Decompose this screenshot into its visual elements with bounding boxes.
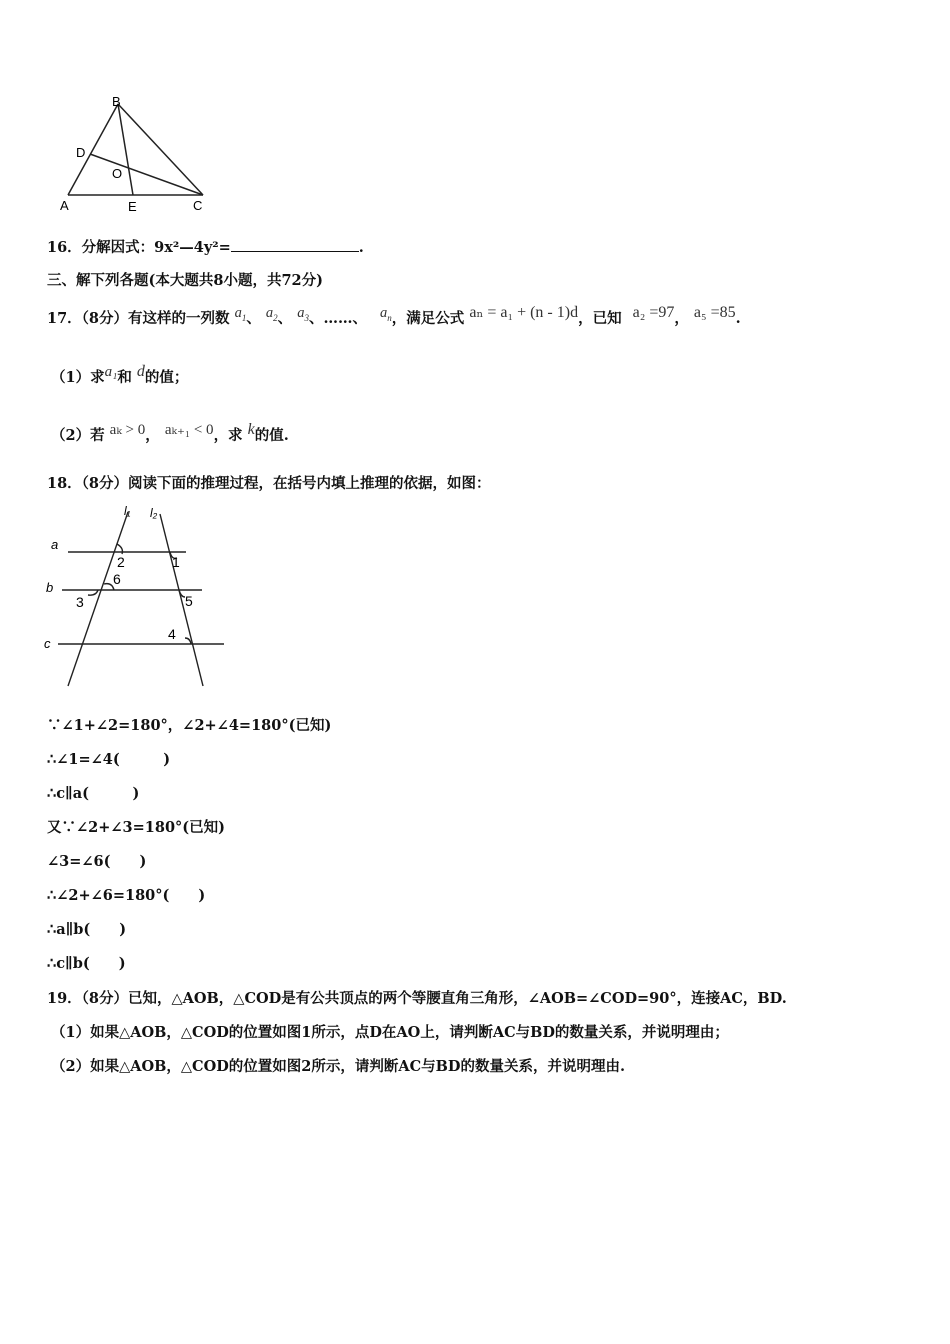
segment-DC [90,154,203,195]
triangle-figure [55,92,215,217]
q17-part1-suffix: 的值； [144,369,189,386]
q17-sep2: 、 [277,310,293,327]
label-O: O [112,166,123,181]
section-3-title: 三、解下列各题(本大题共8小题，共72分) [47,272,323,289]
q16-text: 16．分解因式：9x²—4y²= [47,239,231,256]
q17-mid: ，满足公式 [391,310,465,327]
q18-step-5: ∠3=∠6( ) [47,853,147,870]
q19-part1: （1）如果△AOB，△COD的位置如图1所示，点D在AO上，请判断AC与BD的数量关系，并说明理由； [51,1024,729,1041]
q17-a2: a₂ =97 [632,304,675,321]
q18-step-8: ∴c∥b( ) [47,955,126,972]
q18-step-2: ∴∠1=∠4( ) [47,751,171,768]
label-l1: l₁ [124,504,131,518]
label-l2: l₂ [150,506,158,520]
q19-part2: （2）如果△AOB，△COD的位置如图2所示，请判断AC与BD的数量关系，并说明理由. [51,1058,626,1075]
label-angle-2: 2 [117,554,125,570]
parallel-lines-figure [40,500,240,695]
question-19: 19．（8分）已知，△AOB，△COD是有公共顶点的两个等腰直角三角形，∠AOB=∠COD=90°，连接AC，BD. [47,990,787,1007]
q17-part2-suffix: 的值. [254,427,289,444]
q17-formula: aₙ = a₁ + (n - 1)d [469,304,579,321]
label-b: b [46,580,54,595]
q17-sep3: 、……、 [308,310,367,327]
q17-sep1: 、 [246,310,261,327]
label-angle-5: 5 [185,593,193,609]
q16-answer-blank[interactable] [231,237,359,252]
label-angle-1: 1 [172,554,180,570]
label-A: A [60,198,69,213]
q17-part1-and: 和 [117,369,132,386]
q17-part2-ak: aₖ > 0 [109,422,146,438]
q17-a5: a₅ =85 [693,304,736,321]
q17-known: ，已知 [578,310,622,327]
q18-step-1: ∵∠1+∠2=180°，∠2+∠4=180°(已知) [47,717,332,734]
q17-part1-d: d [136,363,145,380]
q17-comma: ， [674,310,689,327]
q17-part1 [51,363,189,387]
label-D: D [76,145,86,160]
label-E: E [128,199,137,214]
q18-step-6: ∴∠2+∠6=180°( ) [47,887,206,904]
label-angle-3: 3 [76,594,84,610]
q18-step-3: ∴c∥a( ) [47,785,140,802]
label-C: C [193,198,203,213]
q17-part2-ak1: aₖ₊₁ < 0 [164,422,214,438]
q17-part2-prefix: （2）若 [51,427,105,444]
question-18: 18．（8分）阅读下面的推理过程，在括号内填上推理的依据，如图： [47,475,491,492]
q17-part2-sep: ， [145,427,160,444]
q17-part2 [51,421,289,445]
q17-part1-a1: a₁ [104,364,118,380]
label-B: B [112,94,121,109]
question-16 [47,236,364,257]
angle-3-arc [88,590,98,595]
label-angle-4: 4 [168,626,176,642]
label-angle-6: 6 [113,571,121,587]
q18-step-7: ∴a∥b( ) [47,921,127,938]
q17-part2-k: k [247,421,255,438]
q16-end: . [358,239,364,256]
label-c: c [44,636,51,651]
line-l2 [160,514,203,686]
q17-intro: 17．（8分）有这样的一列数 [47,310,230,327]
question-17: 17．（8分）有这样的一列数 $a_1$、 $a_2$、 $a_3$、……、 $a_n$，满足公式 aₙ = a₁ + (n - 1)d，已知 a₂ =97， a₅ =85. [47,304,741,327]
angle-4-arc [185,638,191,644]
q17-part2-ask: ，求 [213,427,243,444]
label-a: a [51,537,59,552]
q18-step-4: 又∵∠2+∠3=180°(已知) [47,819,226,836]
q17-end: . [735,310,741,327]
q17-part1-prefix: （1）求 [51,369,105,386]
